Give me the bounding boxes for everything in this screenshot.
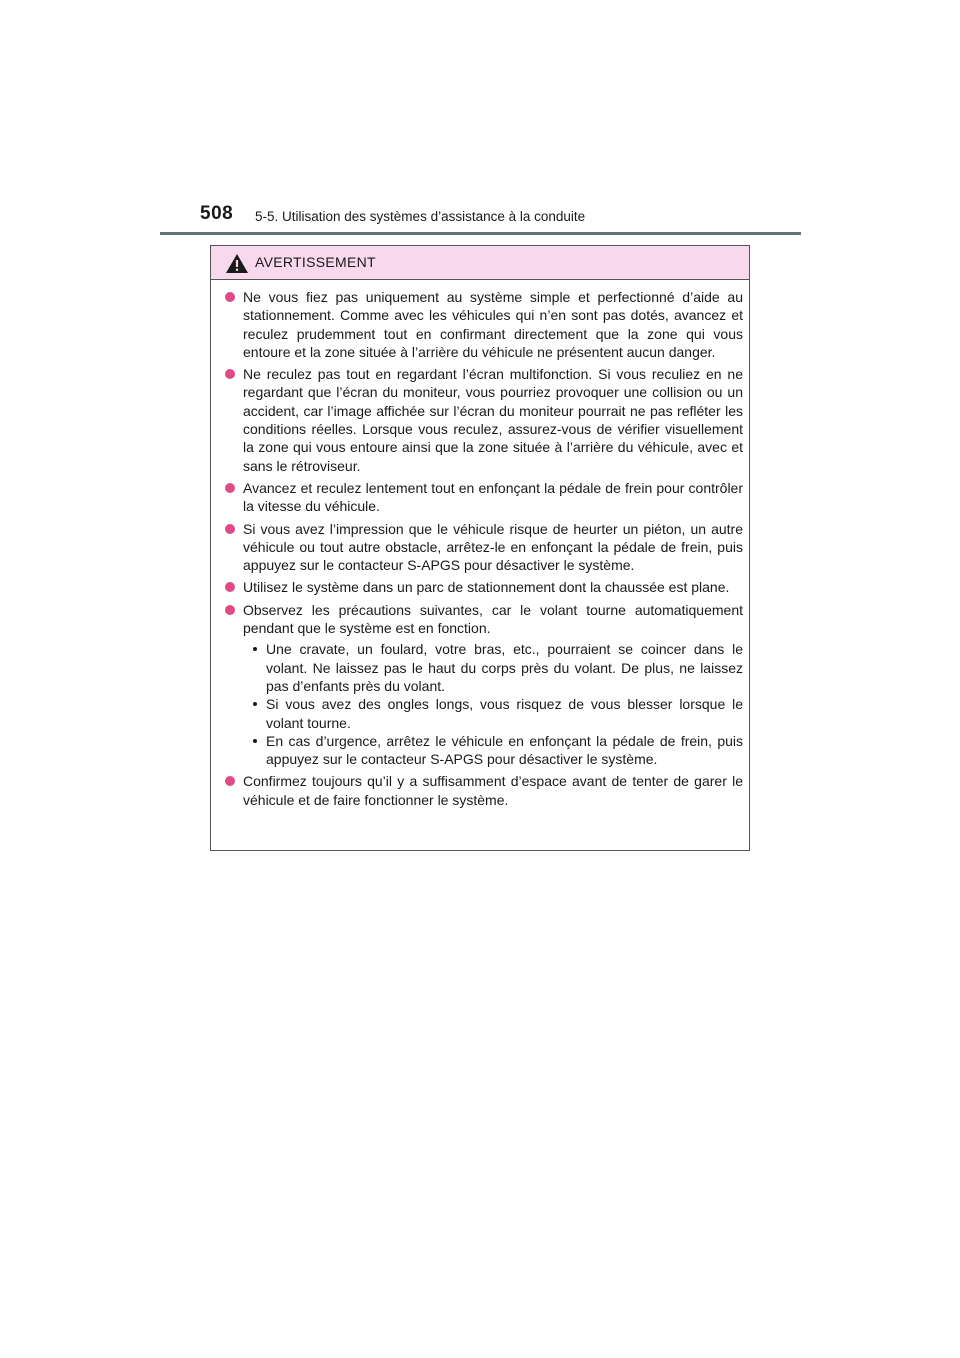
warning-header — [211, 246, 749, 280]
warning-title: AVERTISSEMENT — [255, 254, 376, 270]
warning-triangle-icon — [226, 254, 248, 273]
warning-subitem-text: Si vous avez des ongles longs, vous risquez de vous blesser lorsque le volant tourne. — [266, 696, 743, 731]
bullet-dot-icon — [225, 582, 235, 592]
warning-item-text: Ne reculez pas tout en regardant l’écran multifonction. Si vous reculiez en ne regardant que l’écran du moniteur, vous pourriez provoquer une collision ou un accident, car l’image affichée sur l’écran du moniteur pourrait ne pas refléter les conditions réelles. Lorsque vous reculez, assurez-vous de vérifier visuellement la zone qui vous entoure ainsi que la zone située à l’arrière du véhicule, avec et sans le rétroviseur. — [243, 366, 743, 474]
warning-subitem — [253, 695, 743, 732]
warning-item-text: Utilisez le système dans un parc de stationnement dont la chaussée est plane. — [243, 579, 730, 596]
bullet-dot-icon — [225, 369, 235, 379]
warning-body — [211, 280, 749, 809]
warning-sublist — [243, 640, 743, 768]
bullet-dot-icon — [225, 605, 235, 615]
bullet-dot-icon — [225, 776, 235, 786]
warning-subitem-text: Une cravate, un foulard, votre bras, etc., pourraient se coincer dans le volant. Ne laissez pas le haut du corps près du volant. De plus, ne laissez pas d’enfants près du volant. — [266, 641, 743, 694]
page-number: 508 — [200, 203, 234, 224]
warning-item-text: Ne vous fiez pas uniquement au système simple et perfectionné d’aide au stationnement. Comme avec les véhicules qui n’en sont pas dotés, avancez et reculez prudemment tout en confirmant directement que la zone qui vous entoure et la zone située à l’arrière du véhicule ne présentent aucun danger. — [243, 289, 743, 360]
warning-item — [225, 520, 743, 575]
warning-item — [225, 288, 743, 361]
warning-item — [225, 601, 743, 769]
warning-subitem — [253, 640, 743, 695]
warning-item-text: Confirmez toujours qu’il y a suffisamment d’espace avant de tenter de garer le véhicule et de faire fonctionner le système. — [243, 773, 743, 808]
bullet-dot-icon — [225, 483, 235, 493]
page-header — [200, 203, 800, 233]
warning-item-text: Avancez et reculez lentement tout en enfonçant la pédale de frein pour contrôler la vitesse du véhicule. — [243, 479, 743, 515]
warning-item — [225, 479, 743, 516]
sub-bullet-icon — [253, 739, 257, 743]
sub-bullet-icon — [253, 647, 257, 651]
header-divider — [160, 232, 801, 235]
warning-box — [210, 245, 750, 851]
warning-item — [225, 578, 743, 596]
warning-item — [225, 772, 743, 809]
warning-subitem-text: En cas d’urgence, arrêtez le véhicule en enfonçant la pédale de frein, puis appuyez sur le contacteur S-APGS pour désactiver le système. — [266, 732, 743, 768]
bullet-dot-icon — [225, 292, 235, 302]
warning-item-text: Observez les précautions suivantes, car le volant tourne automatiquement pendant que le système est en fonction. — [243, 601, 743, 637]
sub-bullet-icon — [253, 702, 257, 706]
bullet-dot-icon — [225, 524, 235, 534]
warning-item-text: Si vous avez l’impression que le véhicule risque de heurter un piéton, un autre véhicule ou tout autre obstacle, arrêtez-le en enfonçant la pédale de frein, puis appuyez sur le contacteur S-APGS pour désactiver le système. — [243, 520, 743, 574]
warning-item — [225, 365, 743, 475]
warning-subitem — [253, 732, 743, 769]
section-title: 5-5. Utilisation des systèmes d’assistance à la conduite — [255, 209, 586, 224]
